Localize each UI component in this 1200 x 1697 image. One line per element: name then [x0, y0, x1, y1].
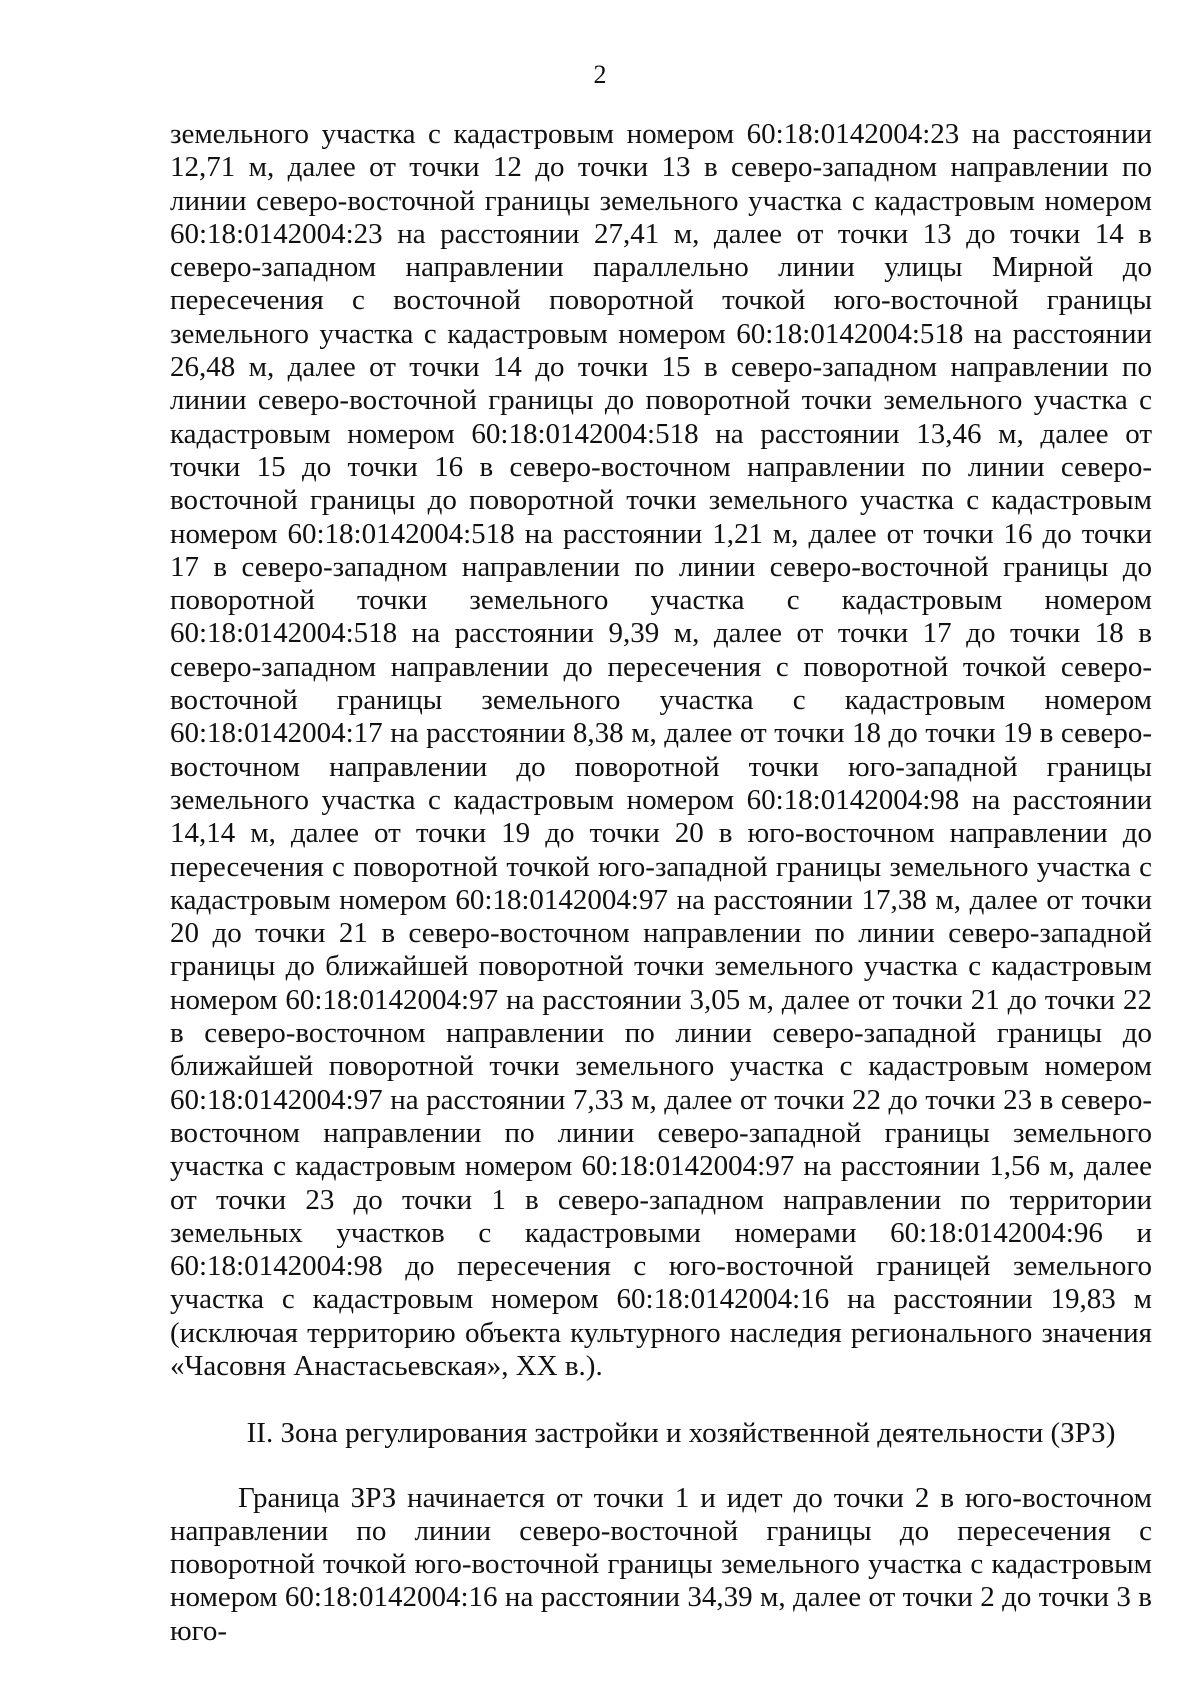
paragraph-zrz-boundary: Граница ЗРЗ начинается от точки 1 и идет до точки 2 в юго-восточном направлении по линии северо-восточной границы до пересечения с поворотной точкой юго-восточной границы земельного участка с кадастровым номером 60:18:0142004:16 на расстоянии 34,39 м, далее от точки 2 до точки 3 в юго- — [170, 1481, 1152, 1647]
section-heading: II. Зона регулирования застройки и хозяйственной деятельности (ЗРЗ) — [246, 1417, 1116, 1450]
document-body — [170, 118, 1152, 1648]
paragraph-continuation: земельного участка с кадастровым номером 60:18:0142004:23 на расстоянии 12,71 м, далее от точки 12 до точки 13 в северо-западном направлении по линии северо-восточной границы земельного участка с кадастровым номером 60:18:0142004:23 на расстоянии 27,41 м, далее от точки 13 до точки 14 в северо-западном направлении параллельно линии улицы Мирной до пересечения с восточной поворотной точкой юго-восточной границы земельного участка с кадастровым номером 60:18:0142004:518 на расстоянии 26,48 м, далее от точки 14 до точки 15 в северо-западном направлении по линии северо-восточной границы до поворотной точки земельного участка с кадастровым номером 60:18:0142004:518 на расстоянии 13,46 м, далее от точки 15 до точки 16 в северо-восточном направлении по линии северо-восточной границы до поворотной точки земельного участка с кадастровым номером 60:18:0142004:518 на расстоянии 1,21 м, далее от точки 16 до точки 17 в северо-западном направлении по линии северо-восточной границы до поворотной точки земельного участка с кадастровым номером 60:18:0142004:518 на расстоянии 9,39 м, далее от точки 17 до точки 18 в северо-западном направлении до пересечения с поворотной точкой северо-восточной границы земельного участка с кадастровым номером 60:18:0142004:17 на расстоянии 8,38 м, далее от точки 18 до точки 19 в северо-восточном направлении до поворотной точки юго-западной границы земельного участка с кадастровым номером 60:18:0142004:98 на расстоянии 14,14 м, далее от точки 19 до точки 20 в юго-восточном направлении до пересечения с поворотной точкой юго-западной границы земельного участка с кадастровым номером 60:18:0142004:97 на расстоянии 17,38 м, далее от точки 20 до точки 21 в северо-восточном направлении по линии северо-западной границы до ближайшей поворотной точки земельного участка с кадастровым номером 60:18:0142004:97 на расстоянии 3,05 м, далее от точки 21 до точки 22 в северо-восточном направлении по линии северо-западной границы до ближайшей поворотной точки земельного участка с кадастровым номером 60:18:0142004:97 на расстоянии 7,33 м, далее от точки 22 до точки 23 в северо-восточном направлении по линии северо-западной границы земельного участка с кадастровым номером 60:18:0142004:97 на расстоянии 1,56 м, далее от точки 23 до точки 1 в северо-западном направлении по территории земельных участков с кадастровыми номерами 60:18:0142004:96 и 60:18:0142004:98 до пересечения с юго-восточной границей земельного участка с кадастровым номером 60:18:0142004:16 на расстоянии 19,83 м (исключая территорию объекта культурного наследия регионального значения «Часовня Анастасьевская», XX в.). — [170, 118, 1152, 1382]
page-number: 2 — [593, 60, 607, 89]
